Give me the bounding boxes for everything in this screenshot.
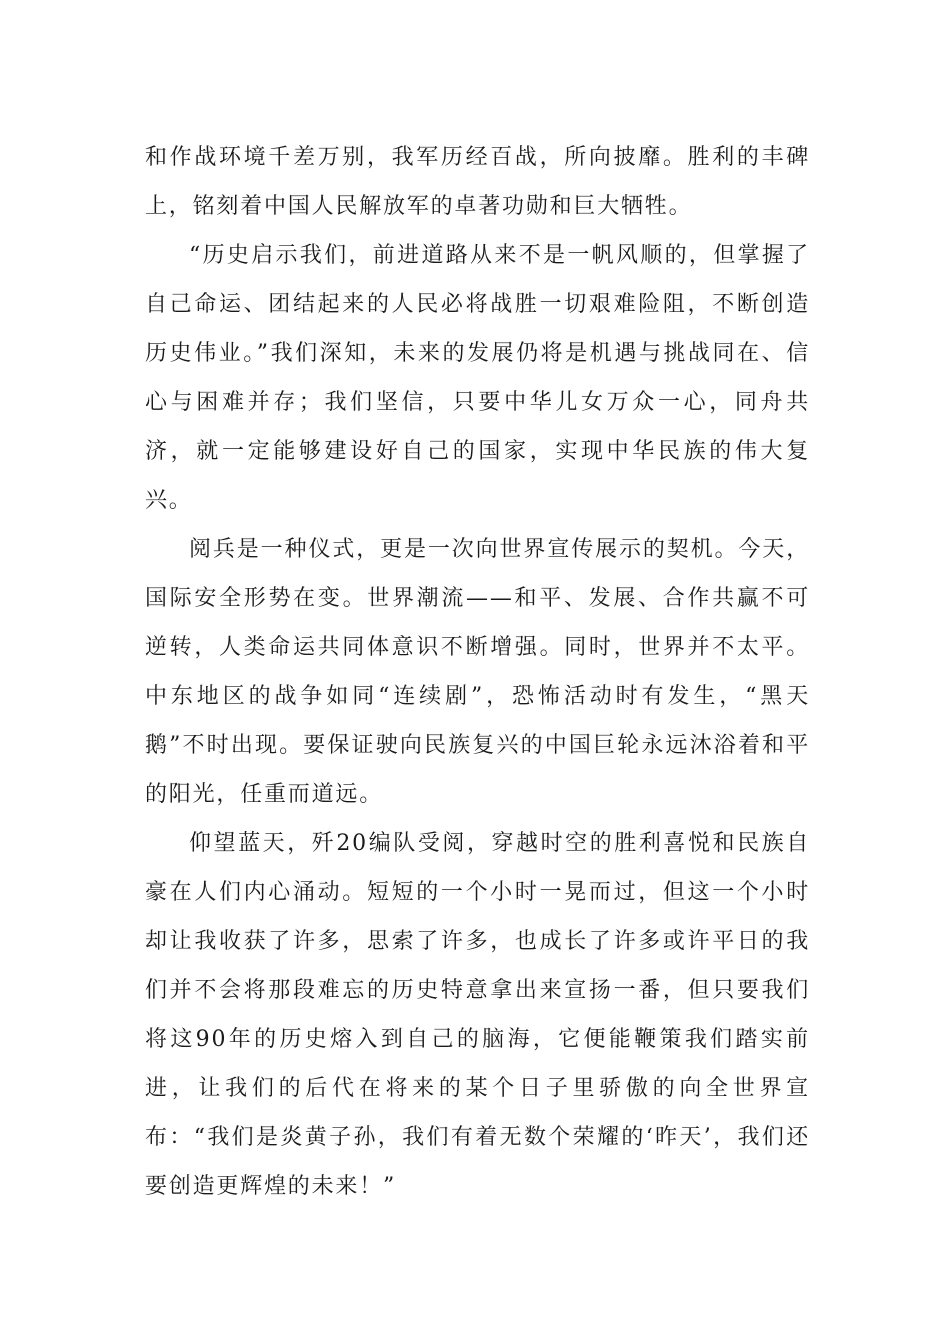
- paragraph-j20-formation: 仰望蓝天，歼20编队受阅，穿越时空的胜利喜悦和民族自豪在人们内心涌动。短短的一个小时一晃而过，但这一个小时却让我收获了许多，思索了许多，也成长了许多或许平日的我们并不会将那段难忘的历史特意拿出来宣扬一番，但只要我们将这90年的历史熔入到自己的脑海，它便能鞭策我们踏实前进，让我们的后代在将来的某个日子里骄傲的向全世界宣布：“我们是炎黄子孙，我们有着无数个荣耀的‘昨天’，我们还要创造更辉煌的未来！”: [145, 831, 810, 1199]
- paragraph-continuation: 和作战环境千差万别，我军历经百战，所向披靡。胜利的丰碑上，铭刻着中国人民解放军的卓著功勋和巨大牺牲。: [145, 145, 810, 219]
- document-page: [145, 133, 810, 1211]
- paragraph-history-lesson: “历史启示我们，前进道路从来不是一帆风顺的，但掌握了自己命运、团结起来的人民必将战胜一切艰难险阻，不断创造历史伟业。”我们深知，未来的发展仍将是机遇与挑战同在、信心与困难并存；我们坚信，只要中华儿女万众一心，同舟共济，就一定能够建设好自己的国家，实现中华民族的伟大复兴。: [145, 243, 810, 513]
- paragraph-parade-ceremony: 阅兵是一种仪式，更是一次向世界宣传展示的契机。今天，国际安全形势在变。世界潮流——和平、发展、合作共赢不可逆转，人类命运共同体意识不断增强。同时，世界并不太平。中东地区的战争如同“连续剧”，恐怖活动时有发生，“黑天鹅”不时出现。要保证驶向民族复兴的中国巨轮永远沐浴着和平的阳光，任重而道远。: [145, 537, 810, 807]
